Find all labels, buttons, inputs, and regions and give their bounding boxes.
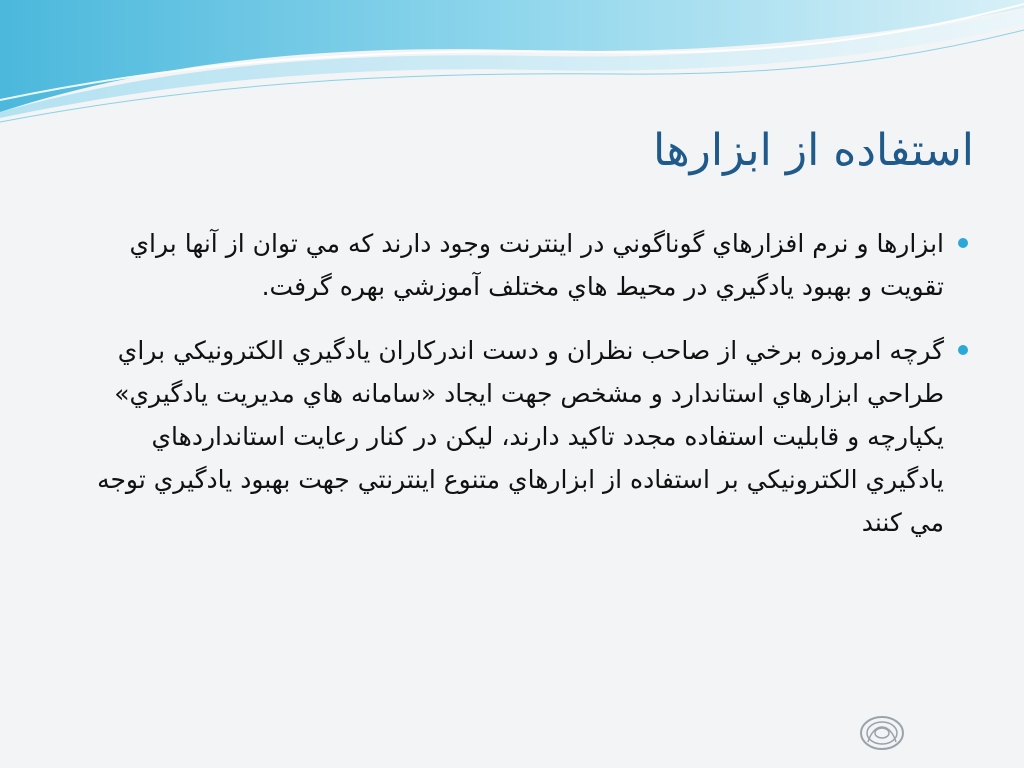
bullet-text: گرچه امروزه برخي از صاحب نظران و دست اندركاران يادگيري الكترونيكي براي طراحي ابزارهاي استاندارد و مشخص جهت ايجاد «سامانه هاي مديريت يادگيري» يكپارچه و قابليت استفاده مجدد تاكيد دارند، ليكن در كنار رعايت استانداردهاي يادگيري الكترونيكي بر استفاده از ابزارهاي متنوع اينترنتي جهت بهبود يادگيري توجه مي كنند <box>97 336 944 537</box>
header-wave-decoration <box>0 0 1024 130</box>
bullet-text: ابزارها و نرم افزارهاي گوناگوني در اينترنت وجود دارند كه مي توان از آنها براي تقويت و بهبود يادگيري در محيط هاي مختلف آموزشي بهره گرفت. <box>129 229 944 301</box>
bullet-list <box>82 222 944 565</box>
bullet-dot-icon <box>958 238 968 248</box>
bullet-item <box>82 329 944 544</box>
slide-title: استفاده از ابزارها <box>653 125 974 176</box>
bullet-item <box>82 222 944 308</box>
circular-emblem-icon <box>858 714 906 752</box>
bullet-dot-icon <box>958 345 968 355</box>
